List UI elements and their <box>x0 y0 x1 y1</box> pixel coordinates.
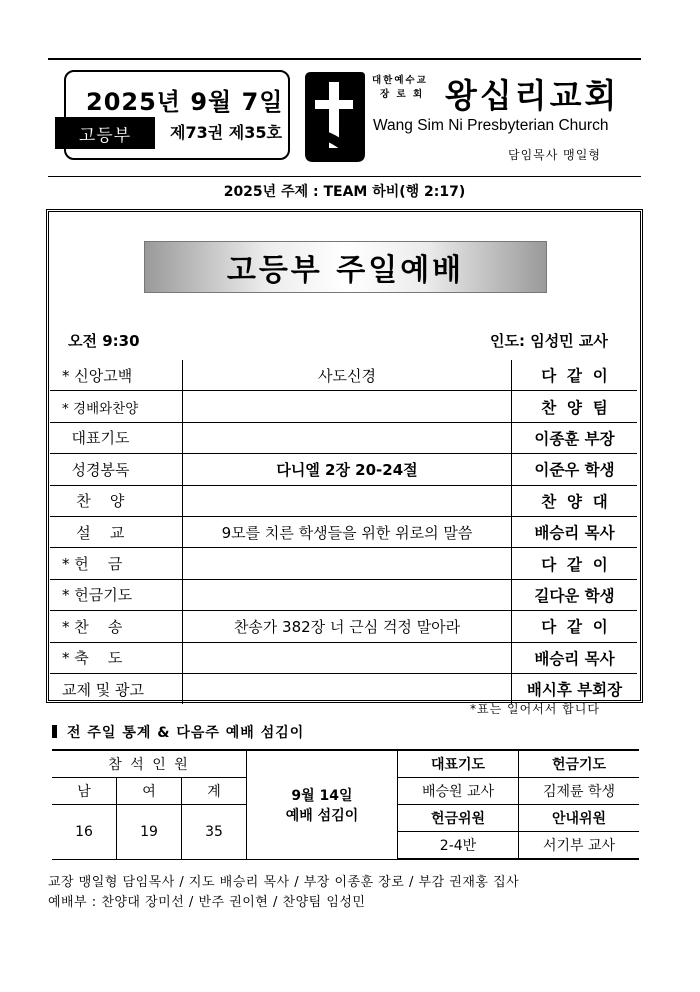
order-content <box>183 422 512 453</box>
order-item: 대표기도 <box>50 422 183 453</box>
footer-staff <box>48 873 519 913</box>
standing-note: *표는 일어서서 합니다 <box>470 702 600 716</box>
order-content <box>183 579 512 610</box>
order-row <box>50 485 637 516</box>
attendance-header: 참 석 인 원 <box>52 750 247 778</box>
church-name-korean: 왕십리교회 <box>445 76 620 115</box>
female-count: 19 <box>117 805 182 860</box>
order-content <box>183 673 512 704</box>
stats-table <box>52 749 639 860</box>
order-content <box>183 485 512 516</box>
order-row <box>50 642 637 673</box>
order-item: 교제 및 광고 <box>50 673 183 704</box>
prayer-person: 배승원 교사 <box>398 778 519 805</box>
footer-line2: 예배부 : 찬양대 장미선 / 반주 권이현 / 찬양팀 임성민 <box>48 895 366 910</box>
service-order-table <box>50 360 637 704</box>
order-content: 다니엘 2장 20-24절 <box>183 454 512 485</box>
cross-icon <box>303 70 367 164</box>
yearly-theme: 2025년 주제 : TEAM 하비(행 2:17) <box>223 184 466 200</box>
order-row <box>50 548 637 579</box>
bulletin-date: 2025년 9월 7일 <box>86 88 284 116</box>
stats-section-title <box>52 722 304 742</box>
order-content: 사도신경 <box>183 360 512 391</box>
order-person: 배승리 목사 <box>512 642 638 673</box>
denomination-line2: 장 로 회 <box>380 89 425 100</box>
order-row <box>50 516 637 547</box>
order-person: 배시후 부회장 <box>512 673 638 704</box>
order-person: 이준우 학생 <box>512 454 638 485</box>
usher-label: 안내위원 <box>519 805 640 832</box>
prayer-label: 대표기도 <box>398 750 519 778</box>
denomination <box>372 74 428 102</box>
next-week-date: 9월 14일 <box>291 787 353 804</box>
female-label: 여 <box>117 778 182 805</box>
order-item: * 축 도 <box>50 642 183 673</box>
volume-number: 제73권 제35호 <box>170 123 282 142</box>
order-row <box>50 611 637 642</box>
order-row <box>50 422 637 453</box>
order-item: * 헌 금 <box>50 548 183 579</box>
order-content: 9모를 치른 학생들을 위한 위로의 말씀 <box>183 516 512 547</box>
senior-pastor: 담임목사 맹일형 <box>508 148 601 162</box>
stats-section-title-text: 전 주일 통계 & 다음주 예배 섬김이 <box>67 725 305 741</box>
offering-prayer-person: 김제륜 학생 <box>519 778 640 805</box>
usher: 서기부 교사 <box>519 832 640 860</box>
next-week-cell <box>247 750 398 859</box>
church-name-english: Wang Sim Ni Presbyterian Church <box>373 117 609 134</box>
order-row <box>50 391 637 422</box>
order-person: 다 같 이 <box>512 611 638 642</box>
next-week-label: 예배 섬김이 <box>285 807 359 824</box>
theme-rule <box>48 176 641 177</box>
service-time: 오전 9:30 <box>68 332 140 350</box>
order-person: 찬 양 팀 <box>512 391 638 422</box>
service-leader: 인도: 임성민 교사 <box>490 332 608 350</box>
order-person: 찬 양 대 <box>512 485 638 516</box>
order-row <box>50 454 637 485</box>
order-content <box>183 548 512 579</box>
order-item: 찬 양 <box>50 485 183 516</box>
order-content <box>183 642 512 673</box>
order-item: * 찬 송 <box>50 611 183 642</box>
offering-prayer-label: 헌금기도 <box>519 750 640 778</box>
order-item: * 신앙고백 <box>50 360 183 391</box>
order-item: * 헌금기도 <box>50 579 183 610</box>
order-item: 설 교 <box>50 516 183 547</box>
order-person: 길다운 학생 <box>512 579 638 610</box>
section-bullet <box>52 725 57 738</box>
order-person: 배승리 목사 <box>512 516 638 547</box>
service-title: 고등부 주일예배 <box>144 241 547 293</box>
order-person: 이종훈 부장 <box>512 422 638 453</box>
order-content <box>183 391 512 422</box>
order-item: 성경봉독 <box>50 454 183 485</box>
order-content: 찬송가 382장 너 근심 걱정 말아라 <box>183 611 512 642</box>
footer-line1: 교장 맹일형 담임목사 / 지도 배승리 목사 / 부장 이종훈 장로 / 부감 권재홍 집사 <box>48 875 520 890</box>
total-count: 35 <box>182 805 247 860</box>
denomination-line1: 대한예수교 <box>372 75 428 86</box>
offering-committee: 2-4반 <box>398 832 519 860</box>
total-label: 계 <box>182 778 247 805</box>
male-count: 16 <box>52 805 117 860</box>
top-rule <box>48 58 641 60</box>
order-item: * 경배와찬양 <box>50 391 183 422</box>
order-person: 다 같 이 <box>541 367 608 386</box>
order-person: 다 같 이 <box>512 548 638 579</box>
order-row <box>50 360 637 391</box>
department-label: 고등부 <box>55 117 155 149</box>
order-row <box>50 579 637 610</box>
male-label: 남 <box>52 778 117 805</box>
offering-committee-label: 헌금위원 <box>398 805 519 832</box>
